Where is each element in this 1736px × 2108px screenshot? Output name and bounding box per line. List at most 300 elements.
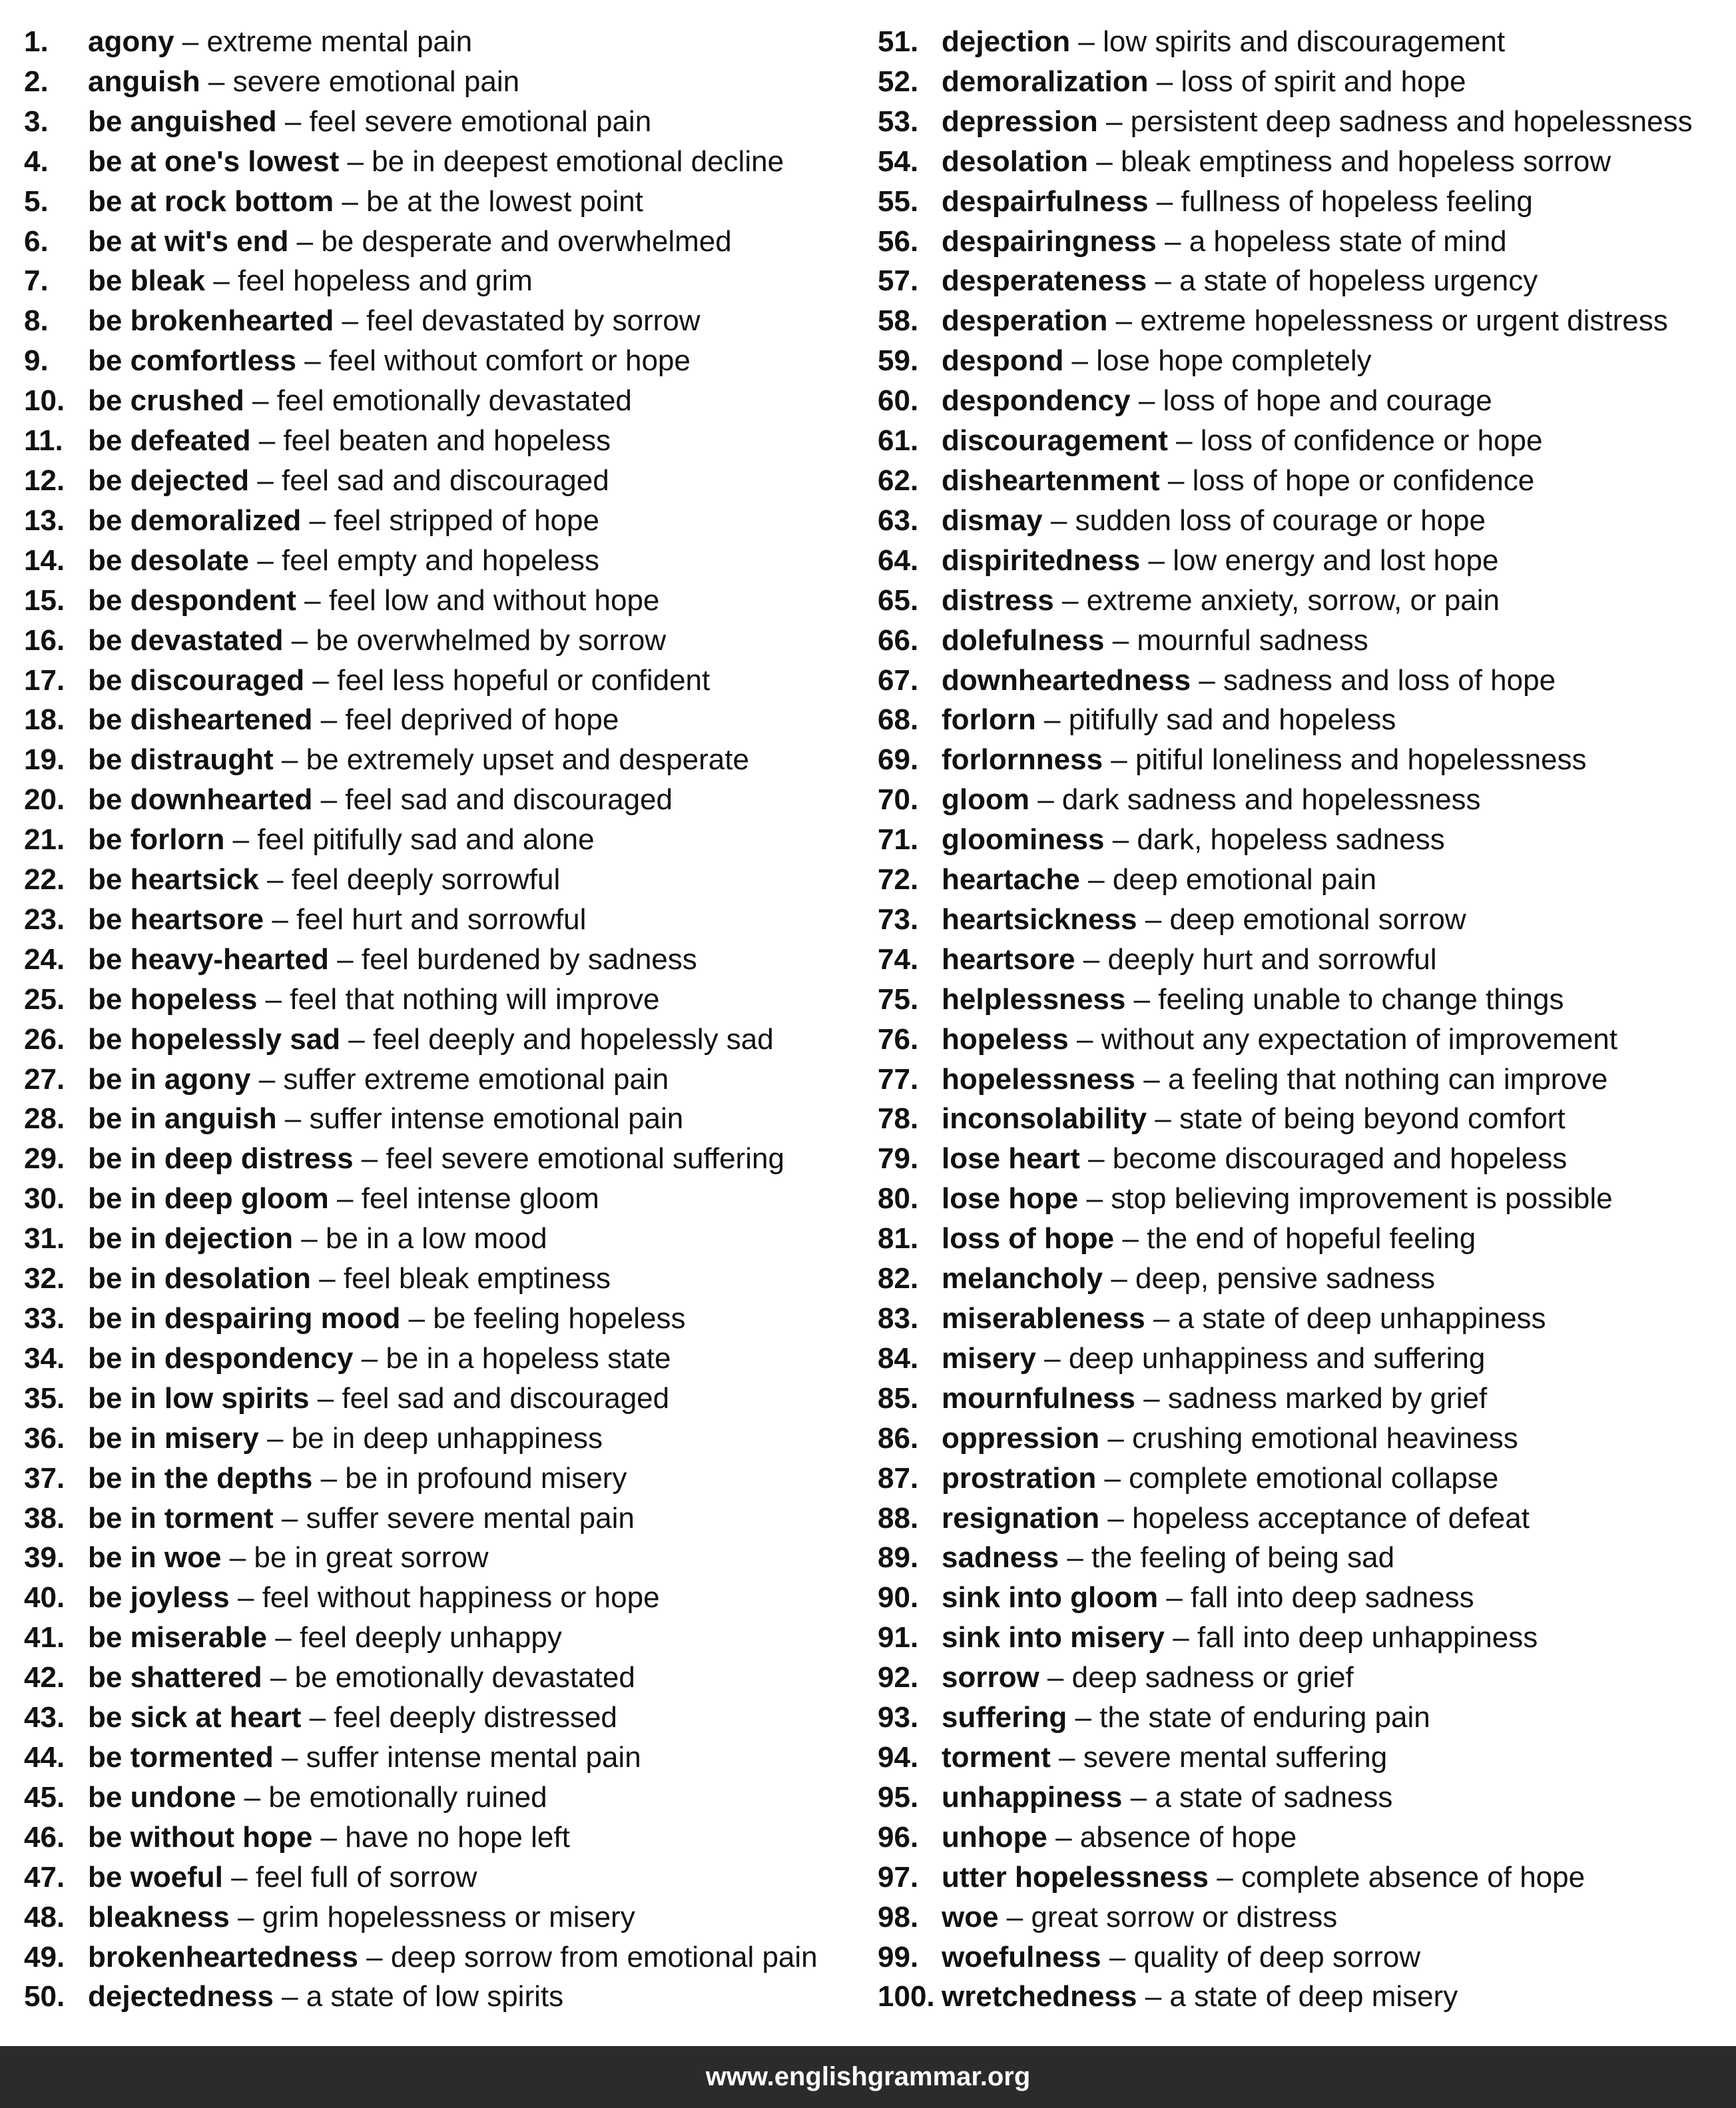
list-item-text [942, 700, 1396, 740]
list-item-number: 63. [878, 504, 919, 537]
list-item-number: 15. [24, 583, 65, 617]
list-item-text [88, 301, 701, 341]
list-item [24, 1419, 850, 1459]
list-item-definition: be in a low mood [325, 1222, 547, 1255]
list-item-text [942, 1977, 1458, 2017]
list-item-separator: – [296, 344, 329, 378]
list-item-text [88, 1179, 599, 1219]
list-item-term: depression [942, 105, 1098, 138]
list-item-text [942, 1099, 1566, 1139]
list-item-text [942, 1618, 1538, 1658]
list-item-number: 6. [24, 224, 49, 258]
list-item [878, 1459, 1730, 1499]
list-item-number: 68. [878, 703, 919, 737]
list-item-term: prostration [942, 1461, 1097, 1495]
list-item [24, 900, 850, 940]
list-item-text [88, 581, 659, 621]
list-item [878, 1578, 1730, 1618]
list-item-separator: – [174, 25, 207, 58]
list-item-separator: – [1103, 1262, 1136, 1295]
list-item-number: 98. [878, 1900, 919, 1933]
list-item-text [88, 1578, 660, 1618]
list-item-term: be in anguish [88, 1102, 277, 1136]
list-item-text [88, 1379, 669, 1419]
list-item [24, 661, 850, 701]
list-item-definition: feel deeply unhappy [299, 1621, 562, 1654]
list-item-definition: deeply hurt and sorrowful [1107, 942, 1437, 976]
list-item-term: anguish [88, 65, 200, 98]
list-item-separator: – [1075, 942, 1108, 976]
list-item-term: be woeful [88, 1860, 223, 1894]
list-item-number: 54. [878, 145, 919, 178]
list-item-text [88, 261, 533, 301]
list-item-term: be miserable [88, 1621, 268, 1654]
list-item-separator: – [1029, 783, 1062, 817]
list-item-text [88, 501, 599, 541]
list-item [24, 1020, 850, 1060]
list-item-definition: low spirits and discouragement [1103, 25, 1506, 58]
list-item [24, 1259, 850, 1299]
list-item-number: 82. [878, 1262, 919, 1295]
list-item [24, 1499, 850, 1539]
list-item-definition: have no hope left [345, 1820, 570, 1854]
list-item-term: be anguished [88, 105, 277, 138]
list-item [878, 22, 1730, 62]
list-item-number: 78. [878, 1102, 919, 1136]
footer-website-link[interactable]: www.englishgrammar.org [705, 2062, 1031, 2091]
list-item [24, 102, 850, 142]
list-item-separator: – [1096, 1461, 1129, 1495]
list-item-definition: loss of spirit and hope [1181, 65, 1466, 98]
list-item [878, 1020, 1730, 1060]
list-item-term: be comfortless [88, 344, 296, 378]
list-item-separator: – [267, 1621, 300, 1654]
list-item [24, 1219, 850, 1259]
list-item-definition: loss of hope and courage [1163, 384, 1492, 418]
list-item-number: 20. [24, 783, 65, 817]
list-item-term: misery [942, 1341, 1036, 1375]
list-item-number: 44. [24, 1740, 65, 1774]
list-item-number: 43. [24, 1701, 65, 1734]
list-item-term: woefulness [942, 1940, 1101, 1973]
list-item-text [942, 461, 1534, 501]
list-item-text [88, 860, 560, 900]
list-item-separator: – [258, 863, 292, 896]
list-item-text [88, 142, 784, 182]
list-item-separator: – [1099, 1421, 1133, 1455]
list-item-definition: be feeling hopeless [433, 1302, 686, 1335]
list-item-separator: – [1047, 1820, 1080, 1854]
list-item-text [88, 740, 749, 780]
list-item-separator: – [236, 1780, 269, 1814]
list-item-definition: feel stripped of hope [334, 504, 599, 537]
list-item [878, 780, 1730, 820]
list-item-definition: complete absence of hope [1241, 1860, 1586, 1894]
list-item-term: be heavy-hearted [88, 942, 329, 976]
list-item-definition: feel devastated by sorrow [366, 304, 701, 338]
list-item-term: be downhearted [88, 783, 313, 817]
list-item-definition: without any expectation of improvement [1101, 1022, 1617, 1056]
list-item [878, 501, 1730, 541]
list-item-number: 40. [24, 1581, 65, 1614]
list-item-text [88, 820, 595, 860]
list-item-definition: feel without happiness or hope [262, 1581, 660, 1614]
list-item-term: sink into misery [942, 1621, 1165, 1654]
list-item-definition: severe emotional pain [232, 65, 520, 98]
list-item-definition: lose hope completely [1096, 344, 1372, 378]
list-item-text [942, 1499, 1530, 1539]
list-item-number: 24. [24, 942, 65, 976]
list-item-definition: sadness and loss of hope [1223, 663, 1556, 697]
list-item-number: 67. [878, 663, 919, 697]
list-item-separator: – [1059, 1541, 1092, 1575]
list-item-text [942, 1259, 1435, 1299]
list-item-text [942, 980, 1564, 1020]
list-item [878, 621, 1730, 661]
list-item-text [942, 22, 1505, 62]
list-item-text [942, 541, 1498, 581]
list-item [24, 421, 850, 461]
list-item-number: 95. [878, 1780, 919, 1814]
list-item-separator: – [309, 1381, 342, 1415]
list-item [24, 1099, 850, 1139]
list-item-number: 88. [878, 1501, 919, 1535]
list-item-term: loss of hope [942, 1222, 1115, 1255]
list-item [24, 1538, 850, 1578]
list-item-term: heartache [942, 863, 1080, 896]
list-item [878, 1379, 1730, 1419]
list-item-text [88, 222, 732, 262]
list-item-term: be heartsore [88, 902, 264, 936]
list-item-text [88, 1219, 547, 1259]
list-item-text [88, 1937, 818, 1977]
list-item-definition: feel emotionally devastated [276, 384, 632, 418]
list-item-number: 7. [24, 264, 49, 298]
list-item-number: 77. [878, 1062, 919, 1096]
list-item-term: discouragement [942, 424, 1168, 458]
list-item [24, 1060, 850, 1100]
list-item-text [942, 900, 1466, 940]
list-item [24, 222, 850, 262]
list-item-separator: – [353, 1341, 386, 1375]
list-item-definition: feel sad and discouraged [282, 464, 609, 497]
list-item [878, 222, 1730, 262]
list-item [878, 1259, 1730, 1299]
list-item-separator: – [1209, 1860, 1241, 1894]
list-item-number: 76. [878, 1022, 919, 1056]
list-item [24, 820, 850, 860]
list-item-number: 52. [878, 65, 919, 98]
list-item-separator: – [273, 1501, 306, 1535]
list-item-number: 99. [878, 1940, 919, 1973]
list-item-separator: – [1147, 264, 1180, 298]
list-item-definition: feel hurt and sorrowful [296, 902, 587, 936]
list-item-term: hopeless [942, 1022, 1069, 1056]
list-item-text [942, 621, 1368, 661]
list-item-number: 59. [878, 344, 919, 378]
list-item-separator: – [312, 1461, 346, 1495]
list-item-separator: – [304, 663, 338, 697]
list-item-text [942, 940, 1437, 980]
list-item [24, 22, 850, 62]
list-item-text [88, 700, 619, 740]
list-item-definition: hopeless acceptance of defeat [1132, 1501, 1530, 1535]
list-item-number: 19. [24, 743, 65, 777]
list-item-number: 75. [878, 982, 919, 1016]
list-item-number: 47. [24, 1860, 65, 1894]
list-item-term: be discouraged [88, 663, 305, 697]
list-item-definition: feel pitifully sad and alone [257, 823, 595, 857]
list-item-term: forlorn [942, 703, 1036, 737]
list-item-separator: – [229, 1581, 262, 1614]
list-item-text [942, 1818, 1297, 1858]
list-item-definition: a state of hopeless urgency [1179, 264, 1538, 298]
list-item-definition: be in deep unhappiness [291, 1421, 603, 1455]
list-item [878, 1738, 1730, 1778]
list-item-definition: deep emotional pain [1112, 863, 1377, 896]
list-item-separator: – [1050, 1740, 1083, 1774]
list-item-definition: feel severe emotional pain [309, 105, 652, 138]
list-item-separator: – [250, 424, 284, 458]
list-item-number: 37. [24, 1461, 65, 1495]
list-item-number: 28. [24, 1102, 65, 1136]
list-item-term: be bleak [88, 264, 206, 298]
list-item-number: 64. [878, 543, 919, 577]
list-item-text [942, 1698, 1430, 1738]
list-item-definition: suffer extreme emotional pain [283, 1062, 669, 1096]
list-item-definition: sadness marked by grief [1167, 1381, 1488, 1415]
list-item-text [88, 980, 659, 1020]
list-item [878, 142, 1730, 182]
list-item-separator: – [276, 1102, 310, 1136]
list-item-number: 97. [878, 1860, 919, 1894]
list-item [24, 740, 850, 780]
list-item-definition: be emotionally ruined [268, 1780, 547, 1814]
list-item-separator: – [353, 1142, 386, 1176]
list-item-definition: feel intense gloom [361, 1182, 599, 1216]
list-item [24, 1578, 850, 1618]
list-item-number: 18. [24, 703, 65, 737]
list-item [878, 1179, 1730, 1219]
list-item-definition: bleak emptiness and hopeless sorrow [1120, 145, 1611, 178]
list-item-term: resignation [942, 1501, 1100, 1535]
list-item-term: be desolate [88, 543, 250, 577]
list-item [878, 661, 1730, 701]
list-item [878, 1219, 1730, 1259]
list-item-term: be brokenhearted [88, 304, 334, 338]
list-item-separator: – [301, 1701, 334, 1734]
list-item-term: utter hopelessness [942, 1860, 1209, 1894]
list-item-term: bleakness [88, 1900, 230, 1933]
list-item-number: 61. [878, 424, 919, 458]
list-item-text [88, 102, 651, 142]
list-item-text [942, 301, 1668, 341]
list-item [24, 1818, 850, 1858]
list-item-text [942, 1060, 1607, 1100]
list-item-number: 92. [878, 1661, 919, 1694]
list-item-separator: – [273, 1980, 306, 2013]
list-item-separator: – [222, 1860, 256, 1894]
list-item-separator: – [205, 264, 238, 298]
list-item-term: unhappiness [942, 1780, 1123, 1814]
list-item [24, 1698, 850, 1738]
list-item-text [88, 1977, 563, 2017]
list-item-text [942, 1419, 1518, 1459]
list-item [24, 541, 850, 581]
list-item-definition: deep unhappiness and suffering [1068, 1341, 1486, 1375]
list-item-separator: – [288, 224, 322, 258]
list-item-definition: feel that nothing will improve [290, 982, 660, 1016]
list-item-text [88, 1618, 562, 1658]
list-item-separator: – [1137, 902, 1170, 936]
list-item [24, 1898, 850, 1937]
list-item-term: dispiritedness [942, 543, 1141, 577]
list-item-term: be joyless [88, 1581, 230, 1614]
list-item-text [942, 1738, 1387, 1778]
list-item-definition: mournful sadness [1137, 623, 1368, 657]
list-item-separator: – [1137, 1980, 1170, 2013]
list-item [24, 940, 850, 980]
list-item-number: 2. [24, 65, 49, 98]
list-item-separator: – [358, 1940, 391, 1973]
list-item-text [942, 1339, 1485, 1379]
list-item-definition: suffer severe mental pain [306, 1501, 635, 1535]
list-item-number: 69. [878, 743, 919, 777]
list-item [878, 1538, 1730, 1578]
list-item-separator: – [328, 1182, 362, 1216]
list-item-definition: be in profound misery [345, 1461, 627, 1495]
list-item-separator: – [276, 105, 310, 138]
list-item [24, 1977, 850, 2017]
list-item-separator: – [1145, 1302, 1178, 1335]
list-item [878, 1698, 1730, 1738]
list-item-term: be at one's lowest [88, 145, 340, 178]
list-item-separator: – [1067, 1701, 1100, 1734]
list-item-separator: – [1104, 623, 1137, 657]
list-item-definition: feel beaten and hopeless [283, 424, 611, 458]
list-item-number: 90. [878, 1581, 919, 1614]
list-item-definition: feel without comfort or hope [328, 344, 691, 378]
list-item-separator: – [258, 1421, 292, 1455]
list-item-number: 86. [878, 1421, 919, 1455]
list-item-separator: – [262, 1661, 295, 1694]
list-item [878, 940, 1730, 980]
list-item-term: dismay [942, 504, 1043, 537]
list-item-term: downheartedness [942, 663, 1191, 697]
list-item-separator: – [229, 1900, 262, 1933]
list-item [24, 1459, 850, 1499]
list-item [878, 182, 1730, 222]
list-item-term: be distraught [88, 743, 274, 777]
list-item-definition: pitiful loneliness and hopelessness [1135, 743, 1587, 777]
list-item-text [88, 1139, 784, 1179]
list-item-separator: – [221, 1541, 254, 1575]
list-item-term: be in despondency [88, 1341, 354, 1375]
list-item-term: suffering [942, 1701, 1067, 1734]
list-item-definition: suffer intense emotional pain [309, 1102, 684, 1136]
list-item-definition: the state of enduring pain [1099, 1701, 1430, 1734]
list-item-term: be forlorn [88, 823, 225, 857]
list-item-term: disheartenment [942, 464, 1160, 497]
list-item-term: be undone [88, 1780, 236, 1814]
list-item-definition: a feeling that nothing can improve [1167, 1062, 1608, 1096]
list-item-number: 84. [878, 1341, 919, 1375]
list-item-text [88, 1020, 774, 1060]
list-item-text [88, 1898, 635, 1937]
list-item-definition: feel deeply sorrowful [291, 863, 561, 896]
list-item-definition: fall into deep sadness [1191, 1581, 1474, 1614]
list-item-term: be in despairing mood [88, 1302, 401, 1335]
list-item-term: desperateness [942, 264, 1147, 298]
list-item [24, 341, 850, 381]
list-item-term: be in dejection [88, 1222, 294, 1255]
list-item-text [942, 1858, 1585, 1898]
list-item-separator: – [1107, 304, 1141, 338]
list-item [24, 501, 850, 541]
list-item-number: 53. [878, 105, 919, 138]
list-item-separator: – [1078, 1182, 1111, 1216]
list-item-separator: – [264, 902, 297, 936]
list-item [878, 341, 1730, 381]
list-item-number: 45. [24, 1780, 65, 1814]
list-item-term: be devastated [88, 623, 284, 657]
list-item-number: 83. [878, 1302, 919, 1335]
list-item [24, 142, 850, 182]
list-item-definition: pitifully sad and hopeless [1068, 703, 1396, 737]
list-item [24, 461, 850, 501]
list-item-term: woe [942, 1900, 999, 1933]
list-item [878, 1898, 1730, 1937]
list-item [24, 1339, 850, 1379]
list-item [24, 301, 850, 341]
list-item-text [88, 780, 673, 820]
list-item-term: be sick at heart [88, 1701, 302, 1734]
list-item-text [88, 1818, 570, 1858]
list-item-definition: be desperate and overwhelmed [321, 224, 732, 258]
list-item-separator: – [1147, 1102, 1179, 1136]
list-item [878, 1299, 1730, 1339]
list-item-number: 96. [878, 1820, 919, 1854]
list-item-definition: severe mental suffering [1083, 1740, 1388, 1774]
list-item-definition: be in great sorrow [254, 1541, 489, 1575]
list-item-definition: a state of sadness [1155, 1780, 1393, 1814]
list-item-term: lose heart [942, 1142, 1080, 1176]
list-item-term: oppression [942, 1421, 1100, 1455]
list-item-number: 62. [878, 464, 919, 497]
list-item [878, 1778, 1730, 1818]
list-item-separator: – [1148, 184, 1181, 218]
list-item-text [942, 1179, 1613, 1219]
list-item-definition: become discouraged and hopeless [1112, 1142, 1568, 1176]
list-item-separator: – [1167, 424, 1201, 458]
list-item-number: 79. [878, 1142, 919, 1176]
list-item-text [942, 740, 1587, 780]
list-item-term: desperation [942, 304, 1108, 338]
list-item-definition: dark, hopeless sadness [1137, 823, 1445, 857]
list-item-text [942, 1379, 1487, 1419]
list-item-number: 13. [24, 504, 65, 537]
list-item [878, 1937, 1730, 1977]
list-item-number: 8. [24, 304, 49, 338]
list-item [878, 1060, 1730, 1100]
list-item-separator: – [1148, 65, 1181, 98]
footer-bar [0, 2046, 1736, 2108]
list-item [878, 261, 1730, 301]
list-item-definition: absence of hope [1079, 1820, 1297, 1854]
list-item-term: lose hope [942, 1182, 1079, 1216]
list-item [24, 1618, 850, 1658]
list-item [878, 1658, 1730, 1698]
